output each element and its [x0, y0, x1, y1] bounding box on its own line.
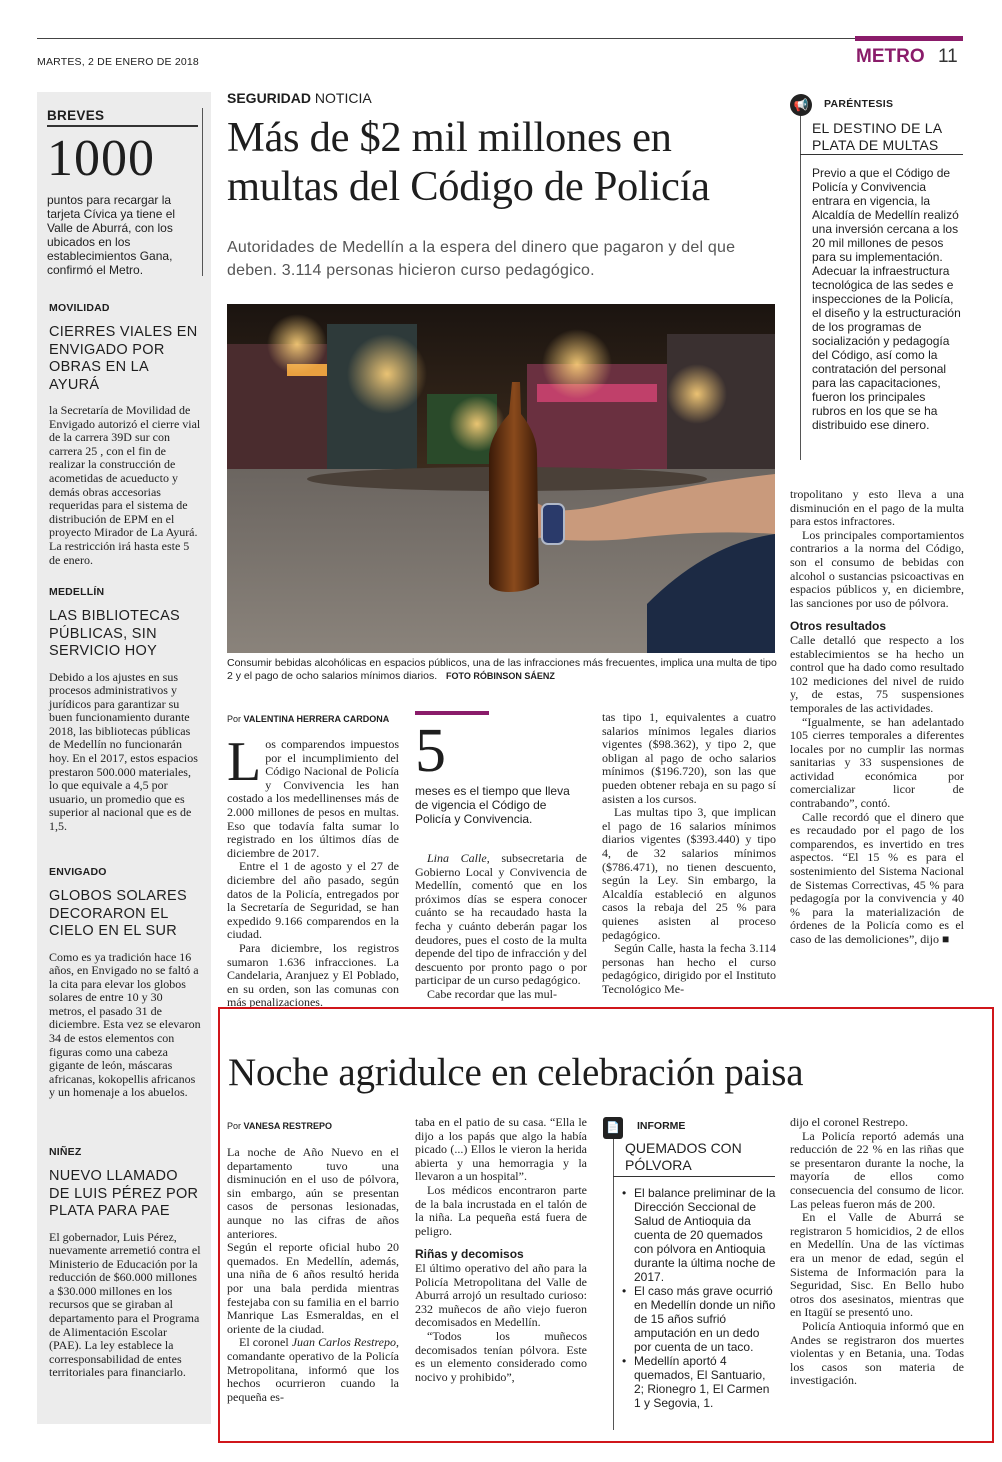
- story2-paragraph: La noche de Año Nuevo en el departamento tuvo una disminución en el uso de pólvora, sin embargo, aún se presentan casos de personas lesionadas, aunque no las cifras de años anteriores.: [227, 1145, 399, 1241]
- story2-headline: Noche agridulce en celebración paisa: [228, 1051, 804, 1094]
- parentesis-body: Previo a que el Código de Policía y Convivencia entrara en vigencia, la Alcaldía de Medellín realizó una inversión cercana a los 20 mil millones de pesos para su implementación. Adecuar la infraestructura tecnológica de las sedes e inspecciones de la Policía, el diseño y la estructuración de los programas de socialización y pedagogía del Código, así como la contratación del personal para las capacitaciones, fueron los principales rubros en los que se ha distribuido ese dinero.: [812, 166, 961, 432]
- page-number: 11: [938, 46, 958, 67]
- story2-paragraph: Los médicos encontraron parte de la bala incrustada en el talón de la niña. La pequeña está fuera de peligro.: [415, 1182, 587, 1238]
- brief-kicker: NIÑEZ: [49, 1146, 82, 1158]
- breves-label: BREVES: [47, 108, 105, 123]
- parentesis-label: PARÉNTESIS: [824, 98, 894, 110]
- parentesis-rule: [800, 154, 963, 155]
- story2-column-2: [415, 1116, 587, 1384]
- story2-column-1: [227, 1146, 399, 1404]
- brief-body: Debido a los ajustes en sus procesos administrativos y jurídicos para garantizar su buen funcionamiento durante 2018, las bibliotecas públicas de Medellín no funcionarán hoy. En el 2017, estos espacios prestaron 500.000 materiales, lo que equivale a 4,5 por usuario, un promedio que es superior al nacional que es de 1,5.: [49, 669, 198, 834]
- article-column-2: [415, 852, 587, 1002]
- article-column-1: [227, 731, 399, 1010]
- story2-paragraph: Según el reporte oficial hubo 20 quemados. En Medellín, además, una niña de 6 años resultó herida por una bala perdida mientras festejaba con su familia en el barrio Manrique Las Esmeraldas, en el oriente de la ciudad.: [227, 1240, 399, 1336]
- section-name: METRO: [856, 46, 925, 67]
- list-item: • El caso más grave ocurrió en Medellín donde un niño de 15 años sufrió amputación en un dedo por cuenta de un taco.: [622, 1284, 777, 1354]
- kicker-type: NOTICIA: [314, 90, 372, 106]
- article-paragraph: Según Calle, hasta la fecha 3.114 personas han hecho el curso pedagógico, dirigido por el Instituto Tecnológico Me-: [602, 941, 776, 996]
- informe-title: QUEMADOS CON PÓLVORA: [625, 1140, 742, 1173]
- story2-paragraph: “Todos los muñecos decomisados tenían pólvora. Este es un elemento considerado como nocivo y prohibido”,: [415, 1328, 587, 1384]
- megaphone-icon: 📢: [790, 94, 812, 116]
- brief-body: la Secretaría de Movilidad de Envigado autorizó el cierre vial de la carrera 39D sur con carrera 25 , con el fin de realizar la construcción de acometidas de acueducto y demás obras accesorias requeridas para el sistema de distribución de EPM en el proyecto Mirador de La Ayurá. La restricción irá hasta este 5 de enero.: [49, 403, 201, 567]
- informe-label: INFORME: [637, 1120, 686, 1132]
- byline-prefix: Por: [227, 1121, 242, 1131]
- sidebar-briefs: [37, 92, 211, 1424]
- brief-headline: LAS BIBLIOTECAS PÚBLICAS, SIN SERVICIO HOY: [49, 608, 181, 659]
- article-paragraph: tropolitano y esto lleva a una disminución en el pago de la multa para estos infractores.: [790, 487, 964, 529]
- article-paragraph: tas tipo 1, equivalentes a cuatro salarios mínimos legales diarios vigentes ($98.362), y tipo 2, que obligan al pago de ocho salarios mínimos ($196.720), son las que pueden obtener rebaja en su pago sí asisten a los cursos.: [602, 710, 776, 806]
- brief-kicker: ENVIGADO: [49, 866, 107, 878]
- article-byline: [227, 714, 389, 724]
- brief-medellin: [49, 586, 201, 834]
- story2-paragraph: La Policía reportó además una reducción de 22 % en las riñas que se presentaron durante la noche, la mayoría de ellos como consecuencia del consumo de licor. Las peleas fueron más de 200.: [790, 1128, 964, 1211]
- story2-subhead: Riñas y decomisos: [415, 1247, 524, 1262]
- informe-rule: [613, 1176, 775, 1177]
- stat-accent-bar: [415, 711, 489, 715]
- brief-kicker: MEDELLÍN: [49, 586, 105, 598]
- paragraph-text: , comandante operativo de la Policía Metropolitana, informó que los hechos ocurrieron cuando la pequeña es-: [227, 1335, 399, 1404]
- article-paragraph: “Igualmente, se han adelantado 105 cierres temporales a diferentes locales por no cumplir las normas sanitarias y 33 suspensiones de actividad económica por comercializar licor de contrabando”, contó.: [790, 714, 964, 811]
- story2-paragraph: En el Valle de Aburrá se registraron 5 homicidios, 2 de ellos en Medellín. Una de las víctimas era un menor de edad, según el Sistema de Información para la Seguridad, Sisc. En Bello hubo otros dos asesinatos, mientras que en Itagüí se presentó uno.: [790, 1210, 964, 1320]
- stat-number: 5: [415, 717, 446, 785]
- article-paragraph: Los principales comportamientos contrarios a la norma del Código, son el consumo de bebidas con alcohol o sustancias psicoactivas en espacios públicos y, en diciembre, las sanciones por uso de pólvora.: [790, 527, 964, 610]
- list-item: • Medellín aportó 4 quemados, El Santuario, 2; Rionegro 1, El Carmen 1 y Segovia, 1.: [622, 1354, 777, 1410]
- breves-number: 1000: [47, 130, 155, 187]
- article-kicker: [227, 90, 372, 106]
- brief-movilidad: [49, 302, 201, 567]
- story2-paragraph: El último operativo del año para la Policía Metropolitana del Valle de Aburrá arrojó un resultado curioso: 232 muñecos de año viejo fueron decomisados en Medellín.: [415, 1260, 587, 1330]
- article-photo: [227, 304, 775, 653]
- parentesis-title: EL DESTINO DE LA PLATA DE MULTAS: [812, 120, 942, 153]
- article-paragraph: [227, 731, 399, 860]
- informe-box: [613, 1130, 614, 1430]
- person-name: Juan Carlos Restrepo: [291, 1335, 396, 1350]
- informe-list: [622, 1186, 777, 1410]
- brief-kicker: MOVILIDAD: [49, 302, 110, 314]
- section-accent-bar: [855, 36, 963, 41]
- paragraph-text: , subsecretaria de Gobierno Local y Convivencia de Medellín, comentó que en los próximos días se espera conocer cuánto se ha recaudado hasta la fecha y cuánto deberán pagar los deudores, pues el costo de la multa depende del tipo de infracción y del descuento por pronto pago o por participar de un curso pedagógico.: [415, 851, 587, 988]
- byline-name: VANESA RESTREPO: [243, 1121, 333, 1131]
- breves-rule: [47, 125, 198, 127]
- article-subhead: Otros resultados: [790, 619, 887, 634]
- brief-body: Como es ya tradición hace 16 años, en Envigado no se faltó a la cita para elevar los globos solares de entre 10 y 30 metros, el pasado 31 de diciembre. Esta vez se elevaron 34 de estos elementos con figuras como una cabeza gigante de león, máscaras africanas, kokopellis africanos y un homenaje a los abuelos.: [49, 949, 201, 1100]
- article-paragraph: [415, 852, 587, 988]
- bottle-street-photo: [227, 304, 775, 653]
- story2-paragraph: Policía Antioquia informó que en Andes se registraron dos muertes violentas y en Betania, una. Todas los casos son materia de investigación.: [790, 1318, 964, 1388]
- byline-prefix: Por: [227, 714, 242, 724]
- article-deck: Autoridades de Medellín a la espera del dinero que pagaron y del que deben. 3.114 personas hicieron curso pedagógico.: [227, 239, 736, 279]
- brief-headline: CIERRES VIALES EN ENVIGADO POR OBRAS EN LA AYURÁ: [49, 324, 198, 393]
- dropcap: L: [227, 731, 262, 793]
- issue-date: MARTES, 2 DE ENERO DE 2018: [37, 56, 199, 68]
- kicker-section: SEGURIDAD: [227, 90, 312, 106]
- article-paragraph: Para diciembre, los registros sumaron 1.636 infracciones. La Candelaria, Aranjuez y El Poblado, en su orden, son las comunas con más penalizaciones.: [227, 940, 399, 1010]
- article-paragraph: Calle detalló que respecto a los establecimientos se ha hecho un control que ha dado como resultado 102 mediciones del nivel de ruido y, de estas, 75 suspensiones temporales de las actividades.: [790, 632, 964, 715]
- article-lead: os comparendos impuestos por el incumplimiento del Código Nacional de Policía y Convivencia les han costado a los medellinenses más de 2.000 millones de pesos en multas. Eso que todavía falta sumar lo registrado en los últimos días de diciembre de 2017.: [227, 737, 399, 860]
- person-name: Lina Calle: [427, 851, 487, 865]
- photo-credit: FOTO RÓBINSON SÁENZ: [446, 671, 555, 681]
- story2-paragraph: [227, 1336, 399, 1404]
- story2-column-4: [790, 1116, 964, 1388]
- story2-paragraph: dijo el coronel Restrepo.: [790, 1115, 908, 1129]
- brief-headline: GLOBOS SOLARES DECORARON EL CIELO EN EL SUR: [49, 888, 187, 939]
- list-item: • El balance preliminar de la Dirección Seccional de Salud de Antioquia da cuenta de 20 quemados con pólvora en Antioquia durante la última noche de 2017.: [622, 1186, 777, 1284]
- article-column-4: [790, 488, 964, 947]
- header-rule: [37, 38, 963, 39]
- breves-text: puntos para recargar la tarjeta Cívica ya tiene el Valle de Aburrá, con los ubicados en los establecimientos Gana, confirmó el Metro.: [47, 193, 176, 277]
- stat-text: meses es el tiempo que lleva de vigencia el Código de Policía y Convivencia.: [415, 784, 570, 826]
- paragraph-text: El coronel: [239, 1335, 292, 1350]
- brief-headline: NUEVO LLAMADO DE LUIS PÉREZ POR PLATA PARA PAE: [49, 1168, 199, 1219]
- article-column-3: [602, 711, 776, 996]
- story2-byline: [227, 1121, 332, 1131]
- document-icon: 📄: [603, 1117, 623, 1139]
- byline-name: VALENTINA HERRERA CARDONA: [243, 714, 390, 724]
- article-paragraph: Cabe recordar que las mul-: [427, 986, 557, 1001]
- caption-text: Consumir bebidas alcohólicas en espacios públicos, una de las infracciones más frecuentes, implica una multa de tipo 2 y el pago de ocho salarios mínimos diarios.: [227, 657, 777, 682]
- article-paragraph: Las multas tipo 3, que implican el pago de 16 salarios mínimos diarios vigentes ($393.440) y tipo 4, de 32 salarios mínimos ($786.471), no tienen descuento, según la Ley. Sin embargo, la Alcaldía estableció en algunos casos la rebaja del 25 % para quienes asisten al proceso pedagógico.: [602, 805, 776, 942]
- story2-paragraph: taba en el patio de su casa. “Ella le dijo a los papás que algo la había picado (...) Ellos le vieron la herida abierta y una hemorragia y la llevaron a un hospital”.: [415, 1115, 587, 1184]
- article-headline: Más de $2 mil millones en multas del Código de Policía: [227, 114, 710, 210]
- article-paragraph: Calle recordó que el dinero que es recaudado por el pago de los comparendos, es invertido en tres aspectos. “El 15 % es para el sostenimiento del Sistema Nacional de Sistemas Correctivas, 45 % para pedagogía por la convivencia y 40 % para la materialización de órdenes de la Policía como es el caso de las demoliciones”, dijo ■: [790, 809, 964, 946]
- article-paragraph: Entre el 1 de agosto y el 27 de diciembre del año pasado, según datos de la Policía, entregados por la Secretaría de Seguridad, se han expedido 9.166 comparendos en la ciudad.: [227, 859, 399, 942]
- photo-caption: [227, 657, 777, 683]
- brief-body: El gobernador, Luis Pérez, nuevamente arremetió contra el Ministerio de Educación por la reducción de $60.000 millones a $30.000 millones en los recursos que se giraban al departamento para el Programa de Alimentación Escolar (PAE). La ley establece la corresponsabilidad de entes territoriales para financiarlo.: [49, 1229, 201, 1380]
- brief-ninez: [49, 1146, 201, 1380]
- brief-envigado: [49, 866, 201, 1100]
